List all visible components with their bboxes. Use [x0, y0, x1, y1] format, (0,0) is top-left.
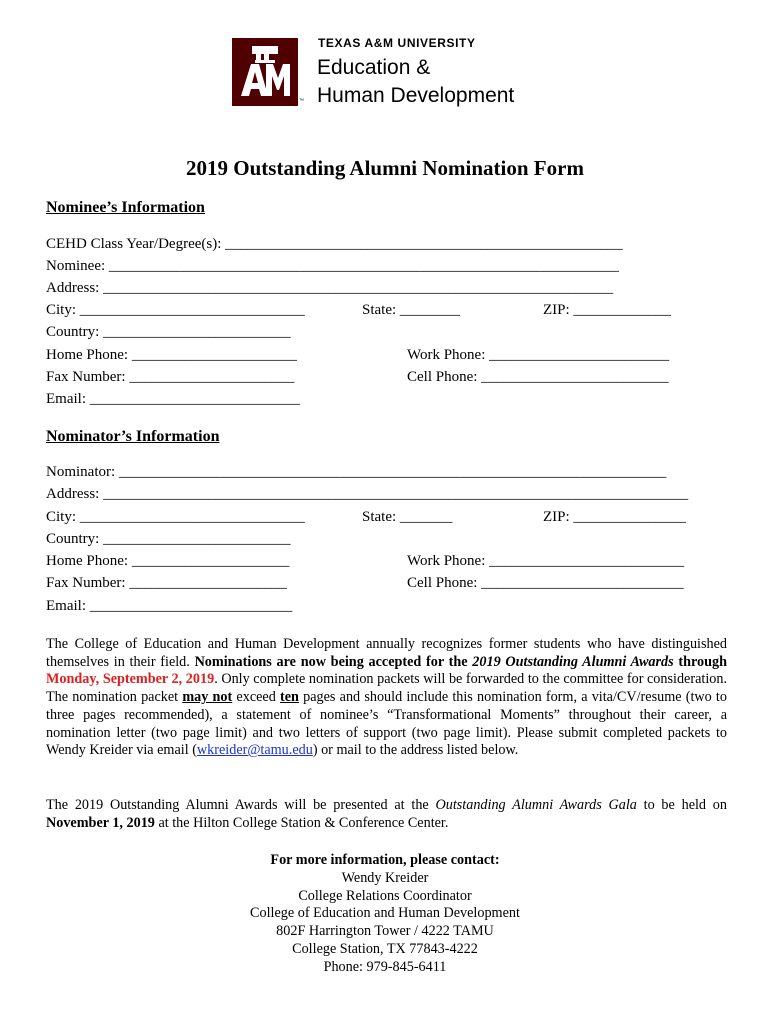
ten-emphasis: ten: [280, 689, 299, 706]
may-not-emphasis: may not: [182, 689, 233, 706]
trademark-symbol: ™: [299, 98, 304, 104]
nominee-state-field[interactable]: State: ________: [362, 302, 460, 318]
p2-venue: at the Hilton College Station & Conference Center.: [154, 814, 449, 831]
p1-closing: ) or mail to the address listed below.: [312, 742, 519, 759]
university-logo: [232, 36, 552, 116]
nominator-cell-phone-field[interactable]: Cell Phone: ___________________________: [407, 575, 684, 591]
nominator-state-field[interactable]: State: _______: [362, 509, 453, 525]
nominator-zip-field[interactable]: ZIP: _______________: [543, 509, 686, 525]
nominator-work-phone-field[interactable]: Work Phone: __________________________: [407, 553, 685, 569]
nominee-zip-field[interactable]: ZIP: _____________: [543, 302, 671, 318]
nominee-fax-field[interactable]: Fax Number: ______________________: [46, 369, 295, 385]
nominee-city-field[interactable]: City: ______________________________: [46, 302, 305, 318]
contact-heading: For more information, please contact:: [270, 852, 500, 868]
nominator-home-phone-field[interactable]: Home Phone: _____________________: [46, 553, 290, 569]
nominee-section-heading: Nominee’s Information: [46, 199, 205, 216]
p1-award-name: 2019 Outstanding Alumni Awards: [472, 653, 674, 670]
p1-intro: The College of Education and Human Development annually recognizes former students who have distinguished themselves in their field.: [46, 636, 727, 670]
nominee-email-field[interactable]: Email: ____________________________: [46, 391, 300, 407]
gala-name: Outstanding Alumni Awards Gala: [435, 797, 637, 813]
college-name-line1: Education &: [317, 56, 431, 79]
nominator-email-field[interactable]: Email: ___________________________: [46, 598, 293, 614]
p1-through: through: [673, 653, 727, 670]
contact-role: College Relations Coordinator: [298, 887, 472, 904]
college-name-line2: Human Development: [317, 84, 515, 107]
nominee-name-field[interactable]: Nominee: ____________________________________________________________________: [46, 258, 619, 274]
contact-college: College of Education and Human Development: [250, 905, 520, 922]
atm-logo-mark: [232, 38, 298, 106]
p2-held-on: to be held on: [636, 797, 727, 813]
p1-exceed: exceed: [232, 689, 281, 706]
nominator-country-field[interactable]: Country: _________________________: [46, 531, 291, 547]
nominator-name-field[interactable]: Nominator: _________________________________________________________________________: [46, 464, 667, 480]
university-name: TEXAS A&M UNIVERSITY: [318, 36, 476, 50]
p1-packets: . Only complete nomination packets will be forwarded to the committee for consideration. The nomination packet: [46, 671, 727, 706]
nominee-cell-phone-field[interactable]: Cell Phone: _________________________: [407, 369, 669, 385]
contact-phone: Phone: 979-845-6411: [323, 958, 447, 975]
contact-email-link[interactable]: wkreider@tamu.edu: [196, 742, 313, 759]
p2-intro: The 2019 Outstanding Alumni Awards will be presented at the: [46, 797, 436, 813]
p1-accepting: Nominations are now being accepted for the: [194, 653, 473, 670]
gala-date: November 1, 2019: [46, 814, 155, 831]
p1-requirements: pages and should include this nomination form, a vita/CV/resume (two to three pages recommended), a statement of nominee’s “Transformational Moments” throughout their career, a nomination letter (two page limit) and two letters of support (two page limit). Please submit completed packets to Wendy Kreider via email (: [46, 689, 727, 759]
contact-address-line2: College Station, TX 77843-4222: [292, 940, 478, 957]
contact-address-line1: 802F Harrington Tower / 4222 TAMU: [276, 923, 494, 940]
nominee-address-field[interactable]: Address: ____________________________________________________________________: [46, 280, 614, 296]
contact-name: Wendy Kreider: [341, 869, 429, 886]
nominee-work-phone-field[interactable]: Work Phone: ________________________: [407, 347, 670, 363]
nominee-class-year-field[interactable]: CEHD Class Year/Degree(s): _____________________________________________________: [46, 236, 623, 252]
form-title: 2019 Outstanding Alumni Nomination Form: [186, 156, 584, 180]
contact-block: [0, 852, 770, 977]
nominator-address-field[interactable]: Address: ______________________________________________________________________________: [46, 486, 689, 502]
nominator-city-field[interactable]: City: ______________________________: [46, 509, 305, 525]
nominee-country-field[interactable]: Country: _________________________: [46, 324, 291, 340]
nominator-section-heading: Nominator’s Information: [46, 428, 220, 445]
deadline-date: Monday, September 2, 2019: [46, 671, 215, 688]
nomination-instructions-paragraph: [46, 636, 727, 760]
nominee-home-phone-field[interactable]: Home Phone: ______________________: [46, 347, 297, 363]
nominator-fax-field[interactable]: Fax Number: _____________________: [46, 575, 287, 591]
gala-paragraph: [46, 797, 727, 832]
